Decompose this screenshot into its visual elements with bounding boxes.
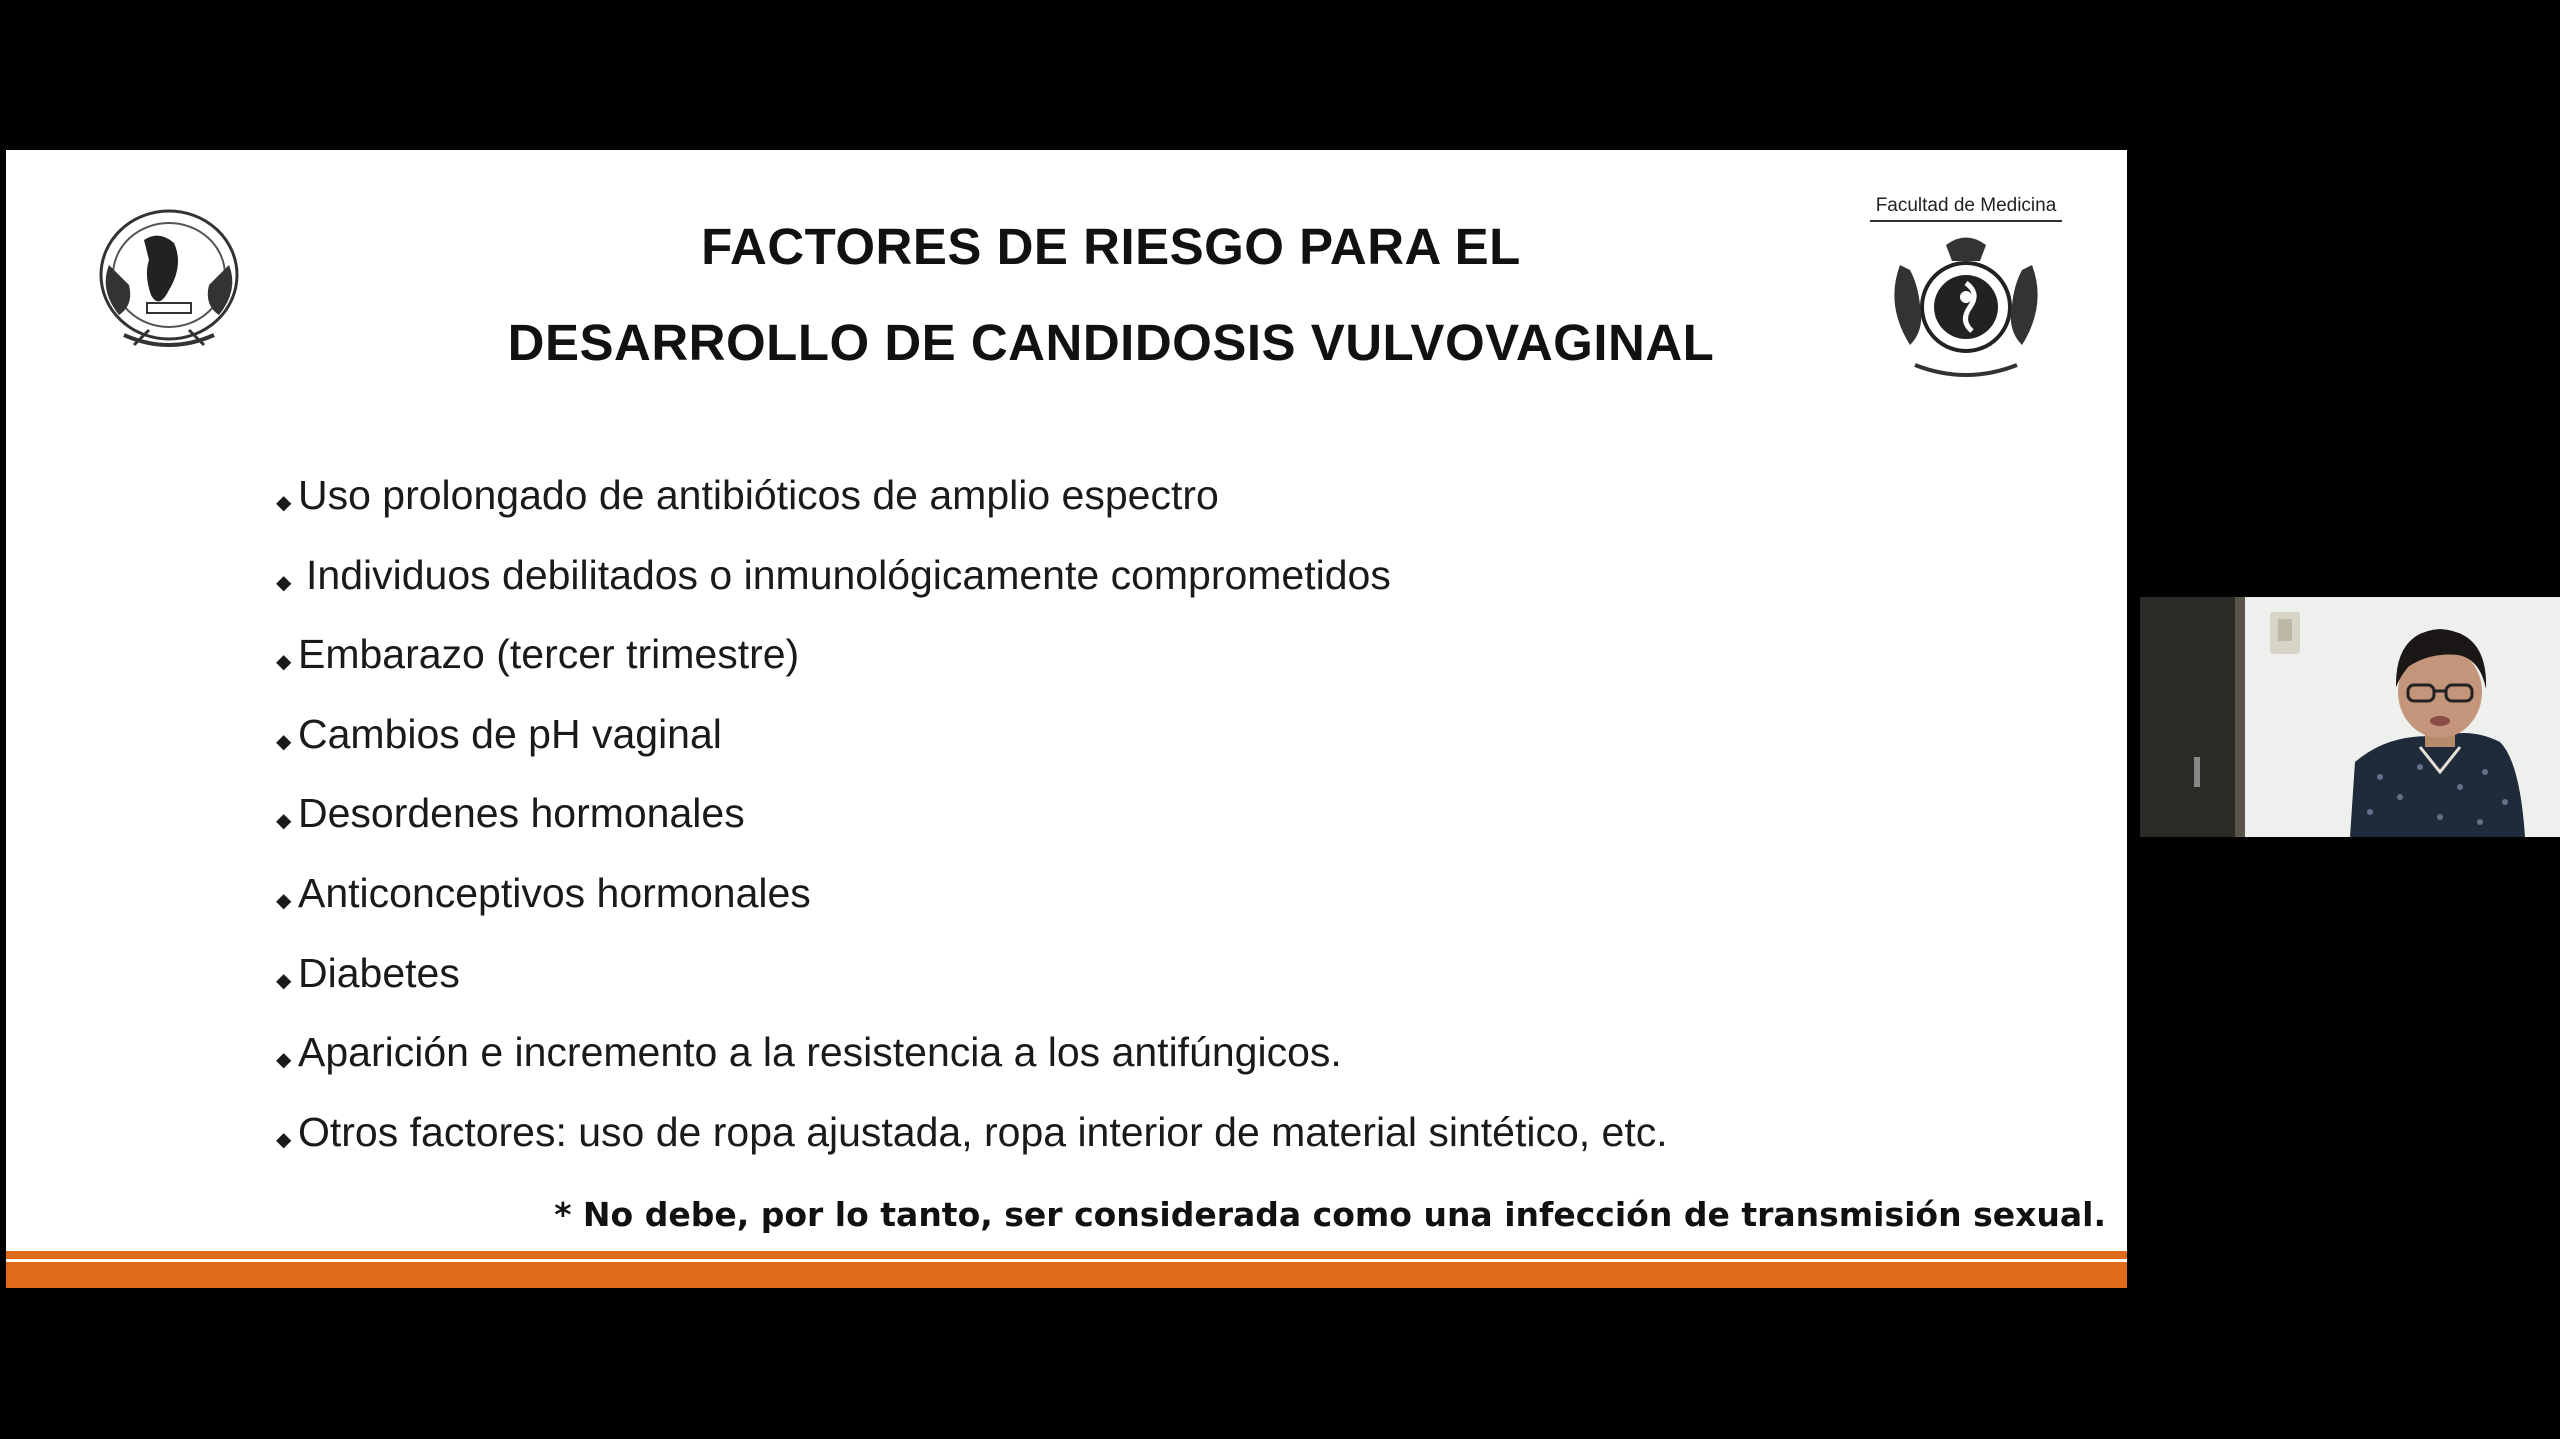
presenter-video-feed [2140,597,2560,837]
list-item [276,870,1668,950]
list-item-text: Aparición e incremento a la resistencia a los antifúngicos. [298,1029,1342,1076]
presentation-slide [6,150,2127,1288]
slide-title-line-2: DESARROLLO DE CANDIDOSIS VULVOVAGINAL [507,314,1715,371]
list-item-text: Individuos debilitados o inmunológicamente comprometidos [306,551,1391,598]
diamond-bullet-icon: ◆ [276,889,292,912]
list-item [276,950,1668,1030]
list-item [276,711,1668,791]
presenter-webcam-tile[interactable] [2140,597,2560,837]
list-item-text: Uso prolongado de antibióticos de amplio espectro [298,472,1219,518]
diamond-bullet-icon: ◆ [276,730,292,753]
list-item [276,1029,1668,1109]
list-item-text: Embarazo (tercer trimestre) [298,631,800,678]
list-item [276,472,1668,552]
list-item-text: Cambios de pH vaginal [298,710,722,757]
diamond-bullet-icon: ◆ [276,651,292,674]
list-item-text: Otros factores: uso de ropa ajustada, ropa interior de material sintético, etc. [298,1108,1668,1155]
accent-bar-thin [6,1251,2127,1259]
diamond-bullet-icon: ◆ [276,492,292,514]
facultad-medicina-logo [1870,195,2062,395]
diamond-bullet-icon: ◆ [276,810,292,833]
list-item [276,790,1668,870]
diamond-bullet-icon: ◆ [276,1128,292,1151]
diamond-bullet-icon: ◆ [276,1049,292,1072]
diamond-bullet-icon: ◆ [276,571,292,594]
slide-footnote: * No debe, por lo tanto, ser considerada como una infección de transmisión sexual. [554,1195,2106,1234]
list-item [276,631,1668,711]
accent-bar-thick [6,1262,2127,1288]
list-item-text: Diabetes [298,949,460,996]
slide-title-line-1: FACTORES DE RIESGO PARA EL [701,218,1521,275]
list-item-text: Desordenes hormonales [298,790,745,837]
facultad-medicina-seal-icon [1880,225,2052,385]
risk-factor-list [276,472,1668,1188]
list-item-text: Anticonceptivos hormonales [298,869,811,916]
list-item [276,552,1668,632]
facultad-medicina-caption: Facultad de Medicina [1870,195,2062,222]
diamond-bullet-icon: ◆ [276,969,292,992]
list-item [276,1109,1668,1189]
